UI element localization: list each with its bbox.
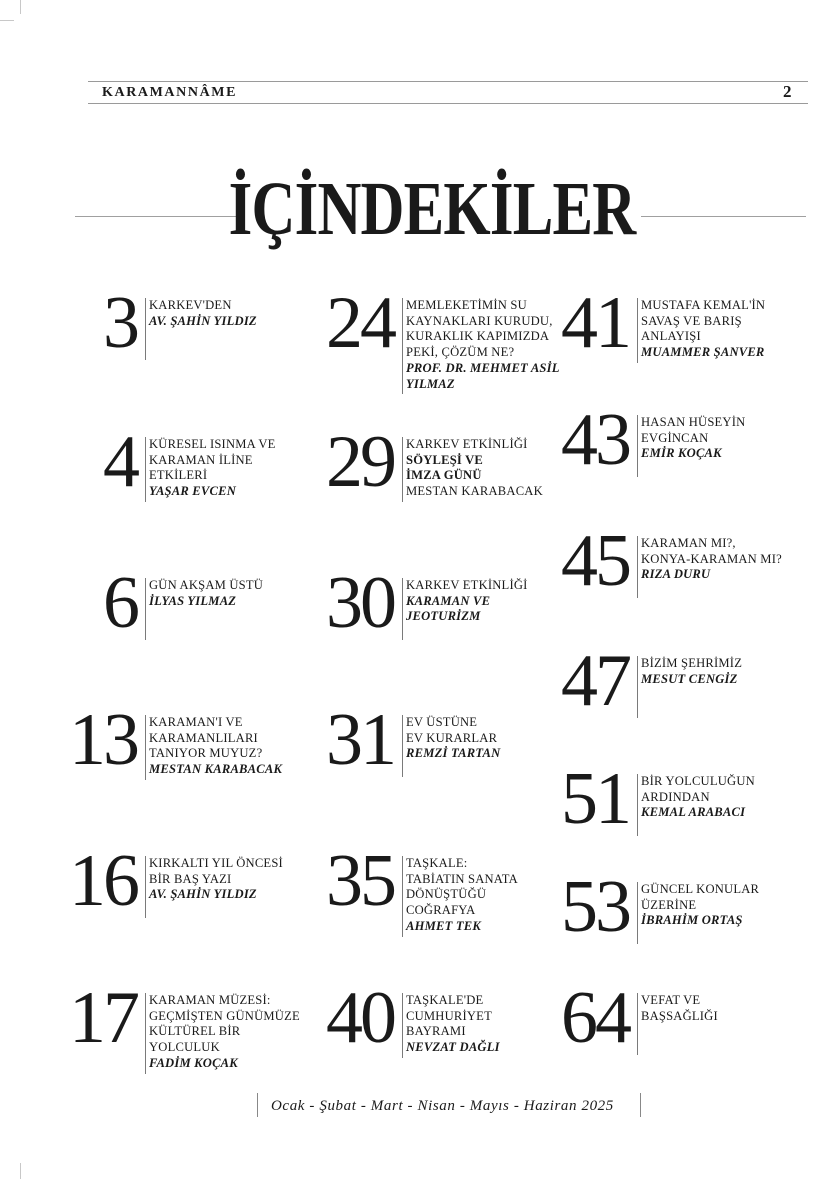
toc-author: AHMET TEK [406, 918, 481, 933]
toc-article-title: MEMLEKETİMİN SU [406, 298, 527, 312]
toc-author: NEVZAT DAĞLI [406, 1040, 500, 1055]
toc-author: KARAMAN VE [406, 593, 491, 608]
toc-author: FADİM KOÇAK [149, 1055, 238, 1070]
toc-article-title: CUMHURİYET [406, 1008, 492, 1023]
toc-page-number: 47 [561, 640, 629, 722]
toc-divider [637, 298, 638, 363]
toc-page-number: 3 [103, 282, 137, 364]
toc-text [641, 993, 718, 1024]
toc-author: YAŞAR EVCEN [149, 484, 237, 499]
issue-period: Ocak - Şubat - Mart - Nisan - Mayıs - Haziran 2025 [271, 1098, 614, 1114]
toc-article-title: BAŞSAĞLIĞI [641, 1008, 718, 1023]
toc-article-title: KARAMAN İLİNE [149, 452, 253, 467]
toc-article-title: GEÇMİŞTEN GÜNÜMÜZE [149, 1008, 300, 1023]
toc-author: İLYAS YILMAZ [149, 593, 237, 608]
toc-article-title: KURAKLIK KAPIMIZDA [406, 329, 550, 344]
toc-author: JEOTURİZM [406, 609, 481, 624]
toc-article-title: EV KURARLAR [406, 730, 498, 745]
toc-article-title: TANIYOR MUYUZ? [149, 746, 263, 761]
toc-author: REMZİ TARTAN [406, 746, 501, 761]
toc-text [641, 882, 759, 929]
toc-article-title: VEFAT VE [641, 993, 701, 1007]
toc-author: PROF. DR. MEHMET ASİL [406, 360, 560, 375]
toc-article-title: SAVAŞ VE BARIŞ [641, 313, 742, 328]
toc-article-title: TAŞKALE: [406, 856, 468, 870]
toc-article-title: BİR BAŞ YAZI [149, 871, 232, 886]
toc-page-number: 45 [561, 520, 629, 602]
toc-author: MESUT CENGİZ [641, 671, 738, 686]
toc-article-title: ARDINDAN [641, 789, 710, 804]
toc-page-number: 6 [103, 562, 137, 644]
toc-divider [637, 656, 638, 718]
toc-author: AV. ŞAHİN YILDIZ [149, 313, 257, 328]
toc-author: İBRAHİM ORTAŞ [641, 913, 743, 928]
toc-page-number: 41 [561, 282, 629, 364]
toc-author: MESTAN KARABACAK [149, 762, 283, 777]
toc-article-title: KARAMAN MI?, [641, 536, 736, 550]
toc-page-number: 53 [561, 866, 629, 948]
toc-divider [637, 882, 638, 944]
toc-article-title: KONYA-KARAMAN MI? [641, 551, 782, 566]
toc-article-title: TABİATIN SANATA [406, 871, 518, 886]
toc-article-title: KARKEV ETKİNLİĞİ [406, 578, 528, 592]
toc-divider [637, 774, 638, 836]
toc-article-title: HASAN HÜSEYİN [641, 415, 746, 429]
toc-article-title: KARAMANLILARI [149, 730, 258, 745]
toc-page-number: 31 [326, 699, 394, 781]
toc-page-number: 24 [326, 282, 394, 364]
toc-author: EMİR KOÇAK [641, 446, 722, 461]
toc-article-title: İMZA GÜNÜ [406, 468, 482, 483]
page-title: İÇİNDEKİLER [228, 167, 636, 251]
toc-article-title: BİZİM ŞEHRİMİZ [641, 656, 743, 670]
toc-article-title: SÖYLEŞİ VE [406, 452, 484, 467]
toc-article-title: GÜN AKŞAM ÜSTÜ [149, 578, 264, 592]
toc-page-number: 43 [561, 399, 629, 481]
toc-article-title: ETKİLERİ [149, 468, 208, 483]
toc-article-title: ÜZERİNE [641, 897, 697, 912]
toc-article-title: GÜNCEL KONULAR [641, 882, 760, 896]
crop-mark [20, 0, 21, 14]
toc-page-number: 29 [326, 421, 394, 503]
toc-article-title: KAYNAKLARI KURUDU, [406, 313, 553, 328]
toc-author: MUAMMER ŞANVER [641, 345, 765, 360]
toc-article-title: DÖNÜŞTÜĞÜ [406, 887, 487, 902]
toc-text [641, 656, 742, 687]
toc-article-title: ANLAYIŞI [641, 329, 701, 344]
crop-mark [20, 1163, 21, 1179]
toc-article-title: KÜRESEL ISINMA VE [149, 437, 276, 451]
toc-article-title: KARAMAN MÜZESİ: [149, 993, 271, 1007]
toc-article-title: PEKİ, ÇÖZÜM NE? [406, 345, 515, 360]
toc-article-title: TAŞKALE'DE [406, 993, 484, 1007]
header-bottom-rule [88, 103, 808, 104]
toc-text [641, 298, 765, 361]
toc-text [406, 715, 500, 762]
header-top-rule [88, 81, 808, 82]
toc-article-title: KARAMAN'I VE [149, 715, 243, 729]
toc-author: KEMAL ARABACI [641, 805, 746, 820]
toc-divider [637, 993, 638, 1055]
toc-article-title: EVGİNCAN [641, 430, 709, 445]
toc-page-number: 30 [326, 562, 394, 644]
toc-text [641, 536, 782, 583]
toc-text [641, 774, 755, 821]
toc-author: MESTAN KARABACAK [406, 484, 543, 499]
footer-rule-left [257, 1093, 258, 1117]
toc-divider [637, 415, 638, 477]
crop-mark [0, 20, 14, 21]
toc-page-number: 40 [326, 977, 394, 1059]
page-number: 2 [783, 82, 792, 101]
toc-author: RIZA DURU [641, 567, 711, 582]
toc-article-title: KARKEV'DEN [149, 298, 232, 312]
toc-article-title: COĞRAFYA [406, 903, 476, 918]
toc-page-number: 4 [103, 421, 137, 503]
toc-article-title: MUSTAFA KEMAL'İN [641, 298, 766, 312]
toc-page-number: 13 [69, 699, 137, 781]
toc-article-title: KÜLTÜREL BİR [149, 1024, 241, 1039]
toc-author: AV. ŞAHİN YILDIZ [149, 887, 257, 902]
toc-article-title: BAYRAMI [406, 1024, 466, 1039]
toc-article-title: BİR YOLCULUĞUN [641, 774, 755, 788]
toc-page-number: 17 [69, 977, 137, 1059]
magazine-name: KARAMANNÂME [102, 85, 238, 100]
toc-article-title: KIRKALTI YIL ÖNCESİ [149, 856, 283, 870]
toc-page-number: 35 [326, 840, 394, 922]
toc-page-number: 16 [69, 840, 137, 922]
toc-author: YILMAZ [406, 376, 455, 391]
footer-rule-right [640, 1093, 641, 1117]
toc-page-number: 64 [561, 977, 629, 1059]
toc-divider [637, 536, 638, 598]
toc-page-number: 51 [561, 758, 629, 840]
toc-text [641, 415, 745, 462]
toc-article-title: YOLCULUK [149, 1040, 220, 1055]
title-rule-right [641, 216, 806, 217]
toc-article-title: KARKEV ETKİNLİĞİ [406, 437, 528, 451]
toc-article-title: EV ÜSTÜNE [406, 715, 478, 729]
